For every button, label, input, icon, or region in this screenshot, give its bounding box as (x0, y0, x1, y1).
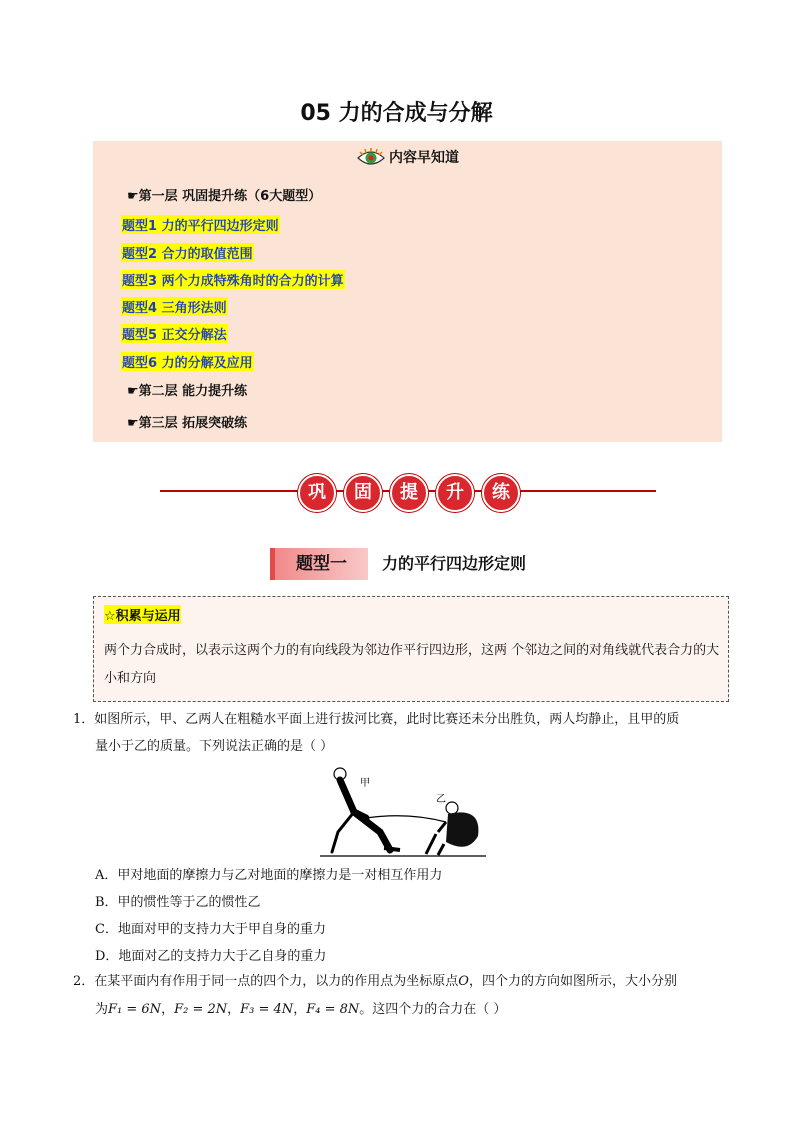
toc-topic-2[interactable]: 题型2 合力的取值范围 (121, 243, 254, 262)
fig-label-b: 乙 (436, 794, 446, 805)
knowledge-title: ☆积累与运用 (104, 605, 181, 624)
type-tag: 题型一 (270, 548, 368, 580)
type-name: 力的平行四边形定则 (382, 554, 527, 573)
page-title: 05 力的合成与分解 (300, 101, 493, 126)
q1-line-2: 量小于乙的质量。下列说法正确的是（ ） (95, 739, 334, 754)
q2-line-2-prefix: 为 (95, 1002, 109, 1017)
banner-char-2: 固 (344, 474, 382, 512)
toc-layer-3[interactable]: ☛第三层 拓展突破练 (127, 416, 248, 431)
toc-topic-4[interactable]: 题型4 三角形法则 (121, 297, 228, 316)
q2-line-2: 为F₁ = 6N，F₂ = 2N，F₃ = 4N，F₄ = 8N。这四个力的合力在（ ） (95, 1002, 507, 1017)
q1-option-b[interactable]: B．甲的惯性等于乙的惯性乙 (95, 895, 261, 910)
q2-f3: F₃ = 4N (240, 1002, 294, 1017)
eye-icon (356, 148, 386, 168)
banner-char-1: 巩 (298, 474, 336, 512)
toc-topic-5[interactable]: 题型5 正交分解法 (121, 324, 228, 343)
toc-box (93, 141, 722, 442)
toc-heading-text: 内容早知道 (389, 150, 459, 166)
tug-of-war-figure (318, 762, 488, 858)
q2-origin: O (458, 974, 469, 989)
banner-char-3: 提 (390, 474, 428, 512)
q2-line-1b: ，四个力的方向如图所示，大小分别 (468, 974, 677, 989)
toc-topic-6[interactable]: 题型6 力的分解及应用 (121, 352, 254, 371)
toc-layer-2[interactable]: ☛第二层 能力提升练 (127, 384, 248, 399)
q1-option-c[interactable]: C．地面对甲的支持力大于甲自身的重力 (95, 922, 326, 937)
knowledge-text: 两个力合成时，以表示这两个力的有向线段为邻边作平行四边形，这两 个邻边之间的对角线就代表合力的大小和方向 (104, 643, 720, 686)
section-banner (160, 474, 656, 508)
knowledge-box (93, 596, 729, 702)
banner-char-4: 升 (436, 474, 474, 512)
toc-topic-3[interactable]: 题型3 两个力成特殊角时的合力的计算 (121, 270, 345, 289)
q2-line-2-suffix: 。这四个力的合力在（ ） (359, 1002, 507, 1017)
q2-f4: F₄ = 8N (306, 1002, 360, 1017)
toc-topic-1[interactable]: 题型1 力的平行四边形定则 (121, 215, 280, 234)
toc-heading (93, 147, 722, 168)
q2-f2: F₂ = 2N (174, 1002, 228, 1017)
q1-option-a[interactable]: A．甲对地面的摩擦力与乙对地面的摩擦力是一对相互作用力 (95, 868, 443, 883)
q1-option-d[interactable]: D．地面对乙的支持力大于乙自身的重力 (95, 949, 327, 964)
q1-line-1: 1．如图所示，甲、乙两人在粗糙水平面上进行拔河比赛，此时比赛还未分出胜负，两人均静止，且甲的质 (73, 712, 680, 727)
q2-line-1 (73, 968, 733, 995)
q2-line-1a: 2．在某平面内有作用于同一点的四个力，以力的作用点为坐标原点 (73, 974, 459, 989)
banner-char-5: 练 (482, 474, 520, 512)
fig-label-a: 甲 (360, 778, 370, 789)
toc-layer-1[interactable]: ☛第一层 巩固提升练（6大题型） (127, 189, 322, 204)
q2-f1: F₁ = 6N (108, 1002, 162, 1017)
